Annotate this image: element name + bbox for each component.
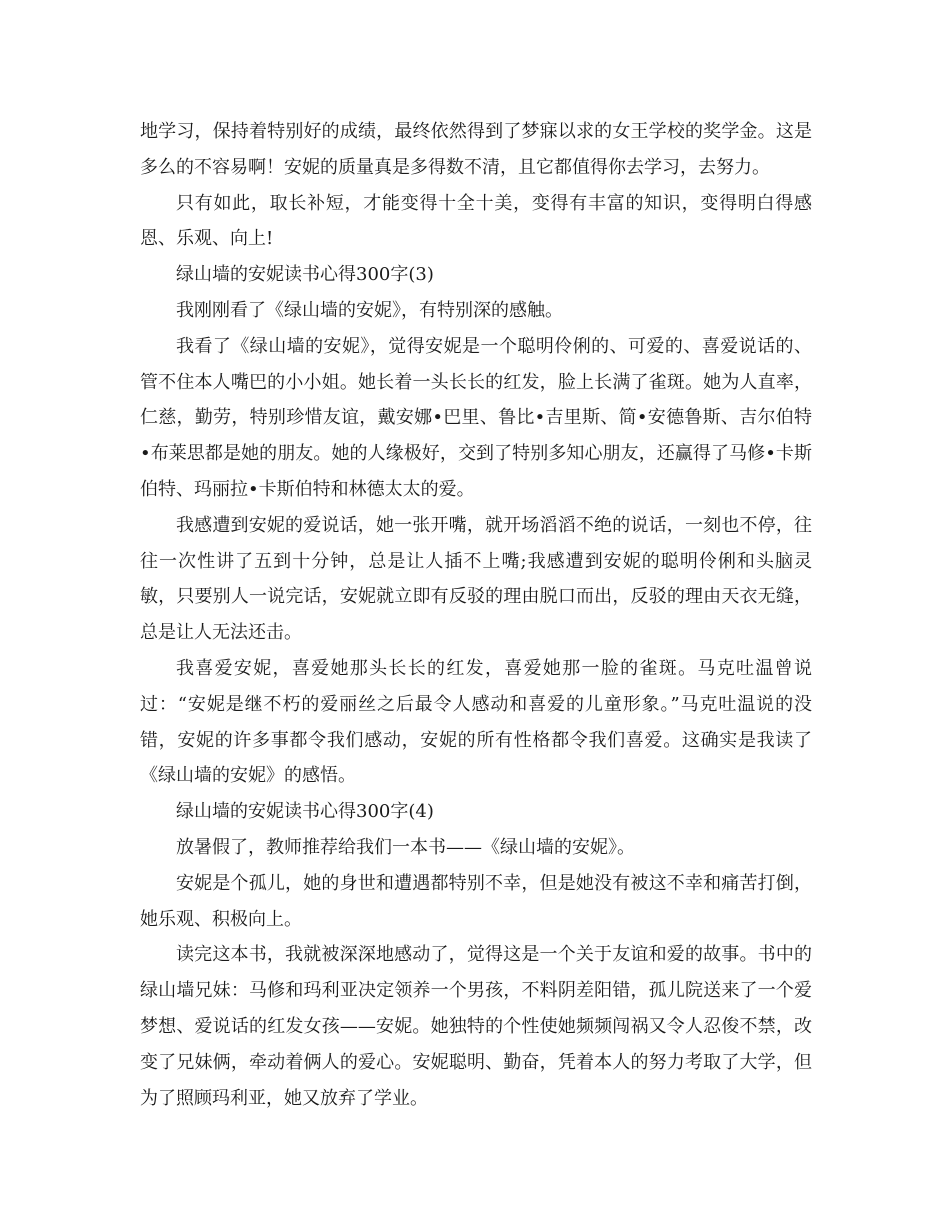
section-heading: 绿山墙的安妮读书心得300字(3) [176, 264, 434, 286]
paragraph: 读完这本书，我就被深深地感动了，觉得这是一个关于友谊和爱的故事。书中的绿山墙兄妹：马修和玛利亚决定领养一个男孩，不料阴差阳错，孤儿院送来了一个爱梦想、爱说话的红发女孩——安妮。她独特的个性使她频频闯祸又令人忍俊不禁，改变了兄妹俩，牵动着俩人的爱心。安妮聪明、勤奋，凭着本人的努力考取了大学，但为了照顾玛利亚，她又放弃了学业。 [140, 944, 812, 1109]
paragraph: 我看了《绿山墙的安妮》，觉得安妮是一个聪明伶俐的、可爱的、喜爱说话的、管不住本人嘴巴的小小姐。她长着一头长长的红发，脸上长满了雀斑。她为人直率，仁慈，勤劳，特别珍惜友谊，戴安娜•巴里、鲁比•吉里斯、简•安德鲁斯、吉尔伯特•布莱思都是她的朋友。她的人缘极好，交到了特别多知心朋友，还赢得了马修•卡斯伯特、玛丽拉•卡斯伯特和林德太太的爱。 [140, 335, 812, 500]
paragraph: 我感遭到安妮的爱说话，她一张开嘴，就开场滔滔不绝的说话，一刻也不停，往往一次性讲了五到十分钟，总是让人插不上嘴;我感遭到安妮的聪明伶俐和头脑灵敏，只要别人一说完话，安妮就立即有反驳的理由脱口而出，反驳的理由天衣无缝，总是让人无法还击。 [140, 514, 812, 644]
paragraph: 地学习，保持着特别好的成绩，最终依然得到了梦寐以求的女王学校的奖学金。这是多么的不容易啊！安妮的质量真是多得数不清，且它都值得你去学习，去努力。 [140, 121, 812, 178]
paragraph: 我喜爱安妮，喜爱她那头长长的红发，喜爱她那一脸的雀斑。马克吐温曾说过：“安妮是继不朽的爱丽丝之后最令人感动和喜爱的儿童形象。”马克吐温说的没错，安妮的许多事都令我们感动，安妮的所有性格都令我们喜爱。这确实是我读了《绿山墙的安妮》的感悟。 [140, 657, 812, 787]
paragraph: 安妮是个孤儿，她的身世和遭遇都特别不幸，但是她没有被这不幸和痛苦打倒，她乐观、积极向上。 [140, 872, 812, 930]
paragraph: 放暑假了，教师推荐给我们一本书——《绿山墙的安妮》。 [176, 836, 635, 858]
document-body [140, 114, 812, 1116]
section-heading: 绿山墙的安妮读书心得300字(4) [176, 801, 434, 823]
paragraph: 我刚刚看了《绿山墙的安妮》，有特别深的感触。 [176, 299, 563, 321]
paragraph: 只有如此，取长补短，才能变得十全十美，变得有丰富的知识，变得明白得感恩、乐观、向上! [140, 192, 812, 250]
